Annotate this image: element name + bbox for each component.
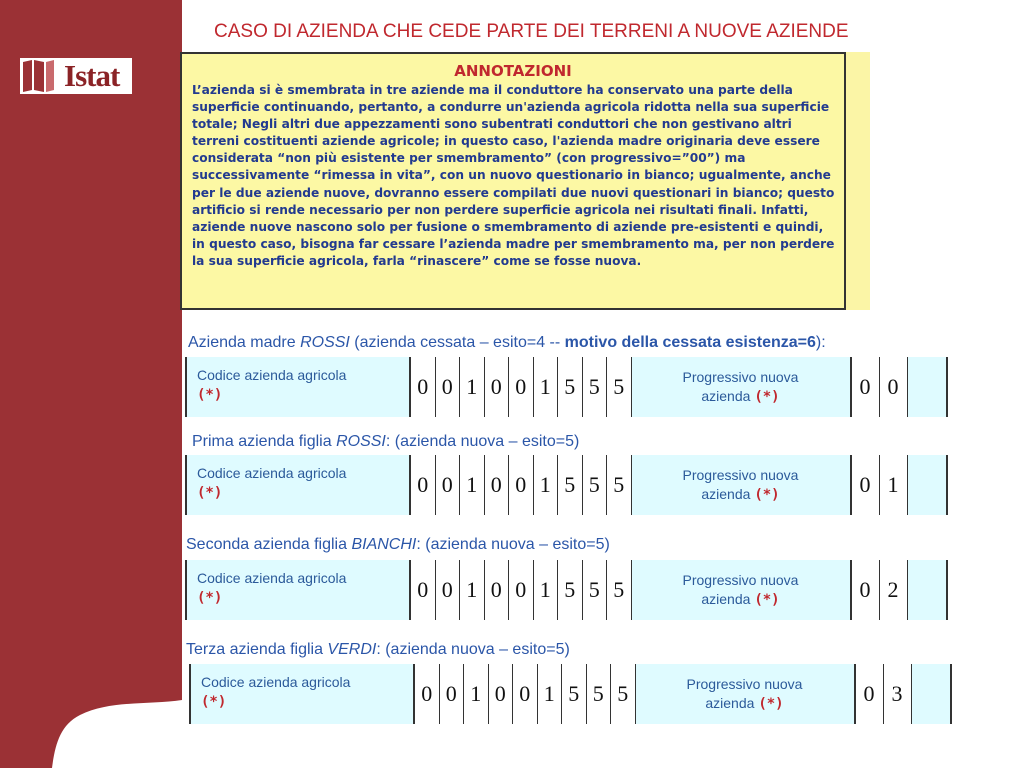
code-digit[interactable]: 1 xyxy=(534,560,559,620)
page-title: CASO DI AZIENDA CHE CEDE PARTE DEI TERRENI A NUOVE AZIENDE xyxy=(214,21,849,42)
code-digit[interactable]: 1 xyxy=(464,664,489,724)
required-marker: (*) xyxy=(197,387,223,403)
code-digit[interactable]: 0 xyxy=(411,560,436,620)
code-digit[interactable]: 1 xyxy=(460,455,485,515)
code-digit[interactable]: 0 xyxy=(485,357,510,417)
progressive-label: Progressivo nuova xyxy=(682,572,799,588)
code-digit[interactable]: 5 xyxy=(562,664,587,724)
code-row-seconda xyxy=(185,560,948,620)
section-label-terza xyxy=(186,641,570,659)
empty-cell xyxy=(912,664,952,724)
code-digit[interactable]: 5 xyxy=(607,560,632,620)
code-digit[interactable]: 0 xyxy=(509,357,534,417)
code-digit[interactable]: 5 xyxy=(583,455,608,515)
section-label-bold: motivo della cessata esistenza=6 xyxy=(564,334,816,351)
progressive-digits xyxy=(854,664,952,724)
section-label-prefix: Seconda azienda figlia xyxy=(186,536,352,553)
progressive-label-cell xyxy=(636,664,854,724)
code-digit[interactable]: 0 xyxy=(436,560,461,620)
empty-cell xyxy=(908,560,948,620)
progressive-digit[interactable]: 0 xyxy=(852,357,880,417)
required-marker: (*) xyxy=(754,487,780,503)
section-label-suffix: (azienda cessata – esito=4 -- xyxy=(349,334,565,351)
sidebar-band xyxy=(0,0,182,768)
progressive-digit[interactable]: 3 xyxy=(884,664,912,724)
progressive-digit[interactable]: 0 xyxy=(880,357,908,417)
code-digit[interactable]: 0 xyxy=(509,455,534,515)
progressive-label-cell xyxy=(632,357,850,417)
section-label-name: BIANCHI xyxy=(351,536,417,553)
code-digit[interactable]: 5 xyxy=(558,455,583,515)
progressive-label: Progressivo nuova xyxy=(686,676,803,692)
section-label-prefix: Azienda madre xyxy=(188,334,301,351)
istat-logo xyxy=(20,58,132,94)
code-label: Codice azienda agricola xyxy=(197,570,347,586)
section-label-prima xyxy=(192,433,579,451)
progressive-digit[interactable]: 0 xyxy=(856,664,884,724)
progressive-label-cell xyxy=(632,455,850,515)
required-marker: (*) xyxy=(197,590,223,606)
annotation-text: L’azienda si è smembrata in tre aziende ma il conduttore ha conservato una parte della superficie continuando, pertanto, a condurre un'azienda agricola ridotta nella sua superficie totale; Negli altri due appezzamenti sono subentrati conduttori che non gestivano altri terreni costituenti aziende agricole; in questo caso, l'azienda madre originaria deve essere considerata “non più esistente per smembramento” (con progressivo=”00”) ma successivamente “rimessa in vita”, con un nuovo questionario in bianco; ugualmente, anche per le due aziende nuove, dovranno essere compilati due nuovi questionari in bianco; questo artificio si rende necessario per non perdere superficie agricola nei risultati finali. Infatti, aziende nuove nascono solo per fusione o smembramento di aziende pre-esistenti e quindi, in questo caso, bisogna far cessare l’azienda madre per smembramento ma, per non perdere la sua superficie agricola, farla “rinascere” come se fosse nuova. xyxy=(192,83,835,268)
section-label-name: ROSSI xyxy=(300,334,350,351)
progressive-label: Progressivo nuova xyxy=(682,369,799,385)
code-digit[interactable]: 0 xyxy=(485,560,510,620)
code-digit[interactable]: 0 xyxy=(411,455,436,515)
code-label: Codice azienda agricola xyxy=(197,367,347,383)
progressive-digits xyxy=(850,357,948,417)
section-label-suffix: : (azienda nuova – esito=5) xyxy=(376,641,570,658)
code-digit[interactable]: 5 xyxy=(587,664,612,724)
code-label-cell xyxy=(189,664,413,724)
annotation-shadow xyxy=(846,52,870,310)
code-digits xyxy=(409,455,632,515)
progressive-label-2: azienda xyxy=(701,591,751,607)
code-digit[interactable]: 5 xyxy=(558,357,583,417)
logo-text: Istat xyxy=(64,58,120,93)
progressive-digit[interactable]: 2 xyxy=(880,560,908,620)
required-marker: (*) xyxy=(754,592,780,608)
code-label: Codice azienda agricola xyxy=(201,674,351,690)
section-label-suffix: : (azienda nuova – esito=5) xyxy=(385,433,580,450)
code-digits xyxy=(409,560,632,620)
code-digit[interactable]: 1 xyxy=(534,357,559,417)
code-digit[interactable]: 0 xyxy=(513,664,538,724)
code-row-prima xyxy=(185,455,948,515)
progressive-digit[interactable]: 0 xyxy=(852,455,880,515)
empty-cell xyxy=(908,455,948,515)
section-label-seconda xyxy=(186,536,610,554)
code-digit[interactable]: 5 xyxy=(558,560,583,620)
code-digit[interactable]: 5 xyxy=(611,664,636,724)
code-row-terza xyxy=(189,664,952,724)
code-digit[interactable]: 0 xyxy=(509,560,534,620)
annotation-box xyxy=(180,52,846,310)
code-label-cell xyxy=(185,560,409,620)
code-row-madre xyxy=(185,357,948,417)
code-digit[interactable]: 0 xyxy=(436,455,461,515)
code-label-cell xyxy=(185,357,409,417)
progressive-label-cell xyxy=(632,560,850,620)
code-digit[interactable]: 5 xyxy=(607,357,632,417)
code-digits xyxy=(413,664,636,724)
code-label-cell xyxy=(185,455,409,515)
progressive-label: Progressivo nuova xyxy=(682,467,799,483)
istat-logo-icon xyxy=(20,58,64,94)
progressive-digits xyxy=(850,455,948,515)
section-label-prefix: Terza azienda figlia xyxy=(186,641,328,658)
required-marker: (*) xyxy=(201,694,227,710)
section-label-end: ): xyxy=(815,334,826,351)
progressive-label-2: azienda xyxy=(701,388,751,404)
progressive-digit[interactable]: 1 xyxy=(880,455,908,515)
code-digit[interactable]: 5 xyxy=(583,357,608,417)
progressive-digit[interactable]: 0 xyxy=(852,560,880,620)
section-label-prefix: Prima azienda figlia xyxy=(192,433,337,450)
section-label-suffix: : (azienda nuova – esito=5) xyxy=(416,536,610,553)
code-digit[interactable]: 5 xyxy=(583,560,608,620)
code-digit[interactable]: 0 xyxy=(485,455,510,515)
code-digit[interactable]: 5 xyxy=(607,455,632,515)
code-digit[interactable]: 1 xyxy=(460,357,485,417)
required-marker: (*) xyxy=(754,389,780,405)
required-marker: (*) xyxy=(758,696,784,712)
code-digit[interactable]: 1 xyxy=(534,455,559,515)
required-marker: (*) xyxy=(197,485,223,501)
code-digit[interactable]: 0 xyxy=(436,357,461,417)
section-label-madre xyxy=(188,334,826,352)
code-digit[interactable]: 0 xyxy=(489,664,514,724)
section-label-name: VERDI xyxy=(327,641,377,658)
code-digit[interactable]: 1 xyxy=(460,560,485,620)
code-digit[interactable]: 0 xyxy=(415,664,440,724)
code-digit[interactable]: 0 xyxy=(411,357,436,417)
progressive-digits xyxy=(850,560,948,620)
code-label: Codice azienda agricola xyxy=(197,465,347,481)
annotation-heading: ANNOTAZIONI xyxy=(454,62,572,80)
code-digit[interactable]: 0 xyxy=(440,664,465,724)
progressive-label-2: azienda xyxy=(705,695,755,711)
section-label-name: ROSSI xyxy=(336,433,386,450)
empty-cell xyxy=(908,357,948,417)
progressive-label-2: azienda xyxy=(701,486,751,502)
code-digits xyxy=(409,357,632,417)
code-digit[interactable]: 1 xyxy=(538,664,563,724)
